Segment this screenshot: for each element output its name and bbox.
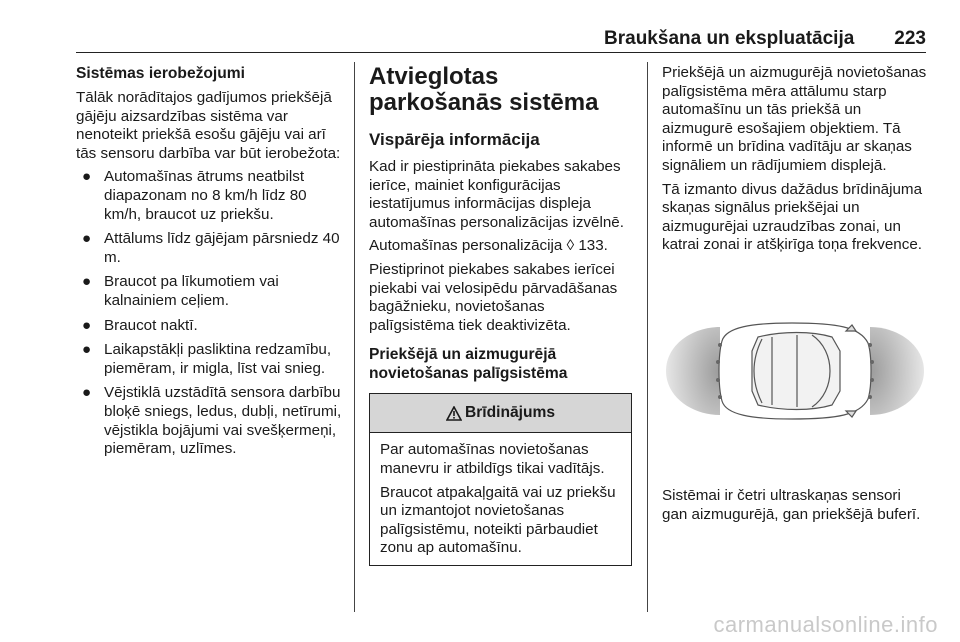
system-limitations-heading: Sistēmas ierobežojumi <box>76 65 245 82</box>
column-middle <box>369 64 632 566</box>
column-left <box>76 64 344 465</box>
column-right <box>662 64 928 529</box>
paragraph-warning-tones: Tā izmanto divus dažādus brīdinājuma skaņas signālus priekšējai un aizmugurējai uzraudzības zonai, un katrai zonai ir atšķirīga toņa frekvence. <box>662 180 923 254</box>
column-divider-1 <box>354 62 355 612</box>
warning-box <box>369 393 632 566</box>
rear-sensor-zone <box>666 327 720 415</box>
list-item: ● Laikapstākļi pasliktina redzamību, piemēram, ir migla, līst vai snieg. <box>82 341 332 377</box>
bullet-icon: ● <box>82 230 92 248</box>
paragraph-sensor-count: Sistēmai ir četri ultraskaņas sensori gan aizmugurējā, gan priekšējā buferī. <box>662 486 921 523</box>
bullet-icon: ● <box>82 168 92 186</box>
watermark: carmanualsonline.info <box>713 612 938 637</box>
bullet-icon: ● <box>82 316 92 334</box>
column-divider-2 <box>647 62 648 612</box>
chapter-title: Braukšana un ekspluatācija <box>604 28 855 49</box>
list-item: ● Attālums līdz gājējam pārsniedz 40 m. <box>82 230 340 266</box>
section-title: Atvieglotas parkošanās sistēma <box>369 63 599 116</box>
car-top-view <box>719 323 871 419</box>
limitations-list <box>76 168 344 458</box>
warning-title: Brīdinājums <box>464 404 556 422</box>
warning-body <box>370 433 631 565</box>
list-item: ● Braucot naktī. <box>82 316 198 334</box>
front-rear-assist-heading: Priekšējā un aizmugurējā novietošanas palīgsistēma <box>369 346 568 383</box>
list-item: ● Vējstiklā uzstādītā sensora darbību bloķē sniegs, ledus, dubļi, netīrumi, vējstikla bojājumi vai svešķermeņi, piemēram, uzlīmes. <box>82 384 342 458</box>
warning-paragraph-1: Par automašīnas novietošanas manevru ir atbildīgs tikai vadītājs. <box>380 441 605 477</box>
warning-paragraph-2: Braucot atpakaļgaitā vai uz priekšu un izmantojot novietošanas palīgsistēmu, noteikti pārbaudiet zonu ap automašīnu. <box>380 483 616 557</box>
page-reference-link[interactable]: 133. <box>578 237 608 255</box>
page-number: 223 <box>894 28 926 49</box>
figure-container <box>662 265 928 477</box>
bullet-icon: ● <box>82 341 92 359</box>
list-item: ● Braucot pa līkumotiem vai kalnainiem ceļiem. <box>82 273 279 309</box>
general-info-heading: Vispārēja informācija <box>369 130 540 149</box>
page-reference-arrow-icon: ◊ <box>566 237 575 255</box>
limitations-intro: Tālāk norādītajos gadījumos priekšējā gājēju aizsardzības sistēma var nenoteikt priekšā esošu gājēju vai arī tās sensoru darbība var būt ierobežota: <box>76 89 341 162</box>
paragraph-cross-reference: Automašīnas personalizācija ◊ 133. <box>369 237 608 255</box>
warning-header <box>370 394 631 433</box>
page-header <box>76 28 926 54</box>
warning-triangle-icon <box>446 406 462 421</box>
bullet-icon: ● <box>82 384 92 402</box>
list-item: ● Automašīnas ātrums neatbilst diapazonam no 8 km/h līdz 80 km/h, braucot uz priekšu. <box>82 168 307 223</box>
car-parking-sensor-zones-illustration <box>662 265 928 477</box>
header-divider <box>76 52 926 53</box>
bullet-icon: ● <box>82 273 92 291</box>
paragraph-system-description: Priekšējā un aizmugurējā novietošanas palīgsistēma mēra attālumu starp automašīnu un tās priekšā un aizmugurē esošajiem objektiem. Tā informē un brīdina vadītāju ar skaņas signāliem un rādījumiem displejā. <box>662 64 927 174</box>
paragraph-deactivation: Piestiprinot piekabes sakabes ierīcei piekabi vai velosipēdu pārvadāšanas bagāžnieku, novietošanas palīgsistēma tiek deaktivizēta. <box>369 260 618 334</box>
front-sensor-zone <box>870 327 924 415</box>
paragraph-trailer-hitch: Kad ir piestiprināta piekabes sakabes ierīce, mainiet konfigurācijas iestatījumus informācijas displeja automašīnas personalizācijas izvēlnē. <box>369 158 624 231</box>
